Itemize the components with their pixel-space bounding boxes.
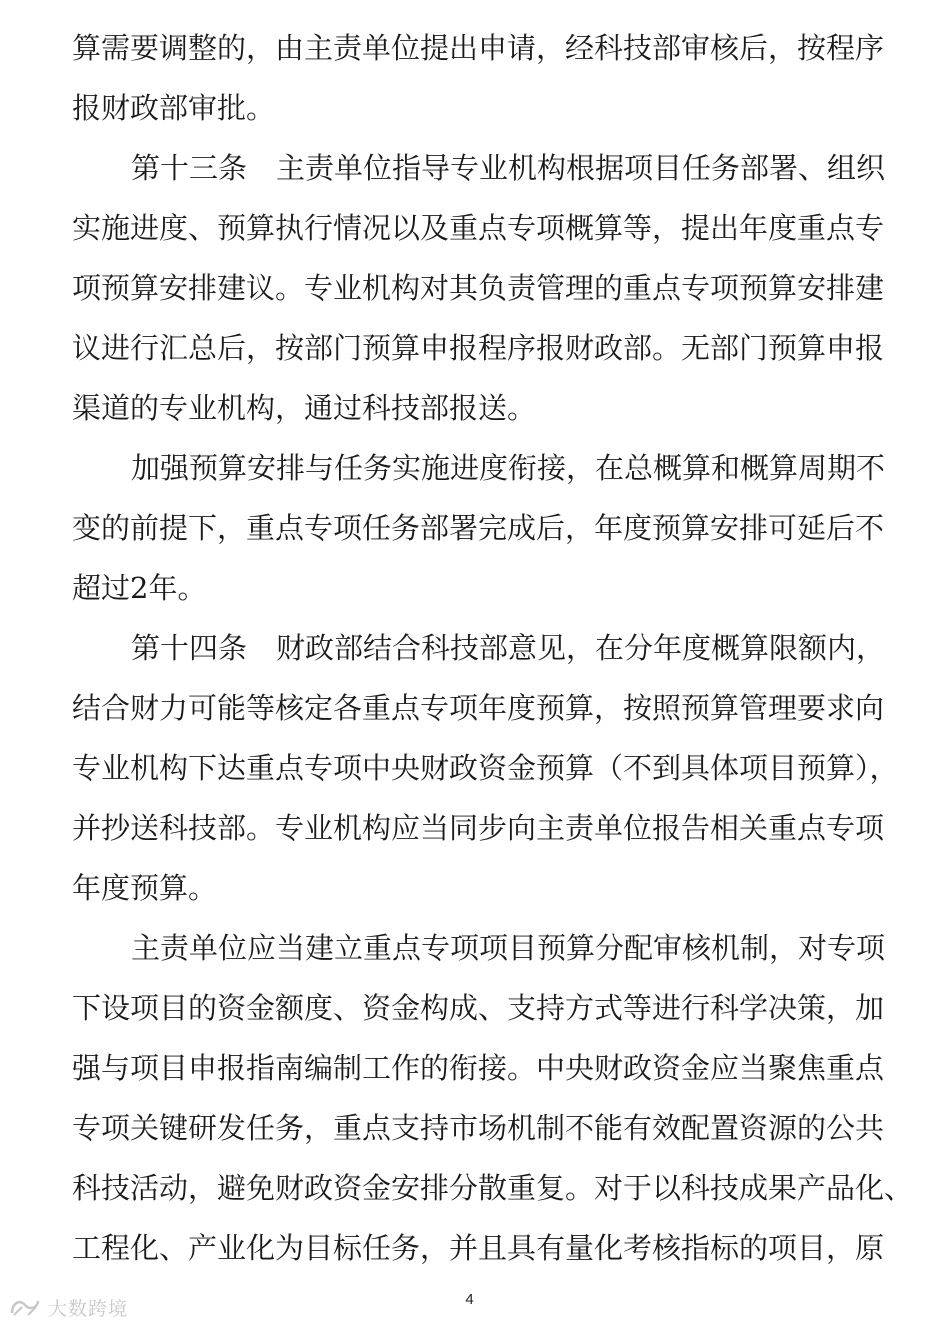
text-line: 专业机构下达重点专项中央财政资金预算（不到具体项目预算）， bbox=[72, 751, 899, 785]
text-line: 实施进度、预算执行情况以及重点专项概算等，提出年度重点专 bbox=[72, 211, 885, 245]
text-line: 报财政部审批。 bbox=[72, 91, 276, 125]
watermark-text: 大数跨境 bbox=[48, 1297, 129, 1320]
text-line: 下设项目的资金额度、资金构成、支持方式等进行科学决策，加 bbox=[72, 991, 885, 1025]
text-line: 结合财力可能等核定各重点专项年度预算，按照预算管理要求向 bbox=[72, 691, 885, 725]
text-line: 超过2年。 bbox=[72, 571, 207, 605]
text-line: 并抄送科技部。专业机构应当同步向主责单位报告相关重点专项 bbox=[72, 811, 885, 845]
text-line: 科技活动，避免财政资金安排分散重复。对于以科技成果产品化、 bbox=[72, 1171, 914, 1205]
watermark-logo-icon bbox=[8, 1295, 42, 1319]
text-line: 议进行汇总后，按部门预算申报程序报财政部。无部门预算申报 bbox=[72, 331, 885, 365]
text-line: 年度预算。 bbox=[72, 871, 218, 905]
text-line: 主责单位应当建立重点专项项目预算分配审核机制，对专项 bbox=[131, 931, 886, 965]
article-14-heading-line: 第十四条 财政部结合科技部意见，在分年度概算限额内， bbox=[131, 631, 886, 665]
text-line: 项预算安排建议。专业机构对其负责管理的重点专项预算安排建 bbox=[72, 271, 885, 305]
text-line: 强与项目申报指南编制工作的衔接。中央财政资金应当聚焦重点 bbox=[72, 1051, 885, 1085]
article-13-heading-line: 第十三条 主责单位指导专业机构根据项目任务部署、组织 bbox=[131, 151, 886, 185]
text-line: 专项关键研发任务，重点支持市场机制不能有效配置资源的公共 bbox=[72, 1111, 885, 1145]
text-line: 加强预算安排与任务实施进度衔接，在总概算和概算周期不 bbox=[131, 451, 886, 485]
text-line: 渠道的专业机构，通过科技部报送。 bbox=[72, 391, 537, 425]
text-line: 工程化、产业化为目标任务，并且具有量化考核指标的项目，原 bbox=[72, 1231, 885, 1265]
page-number: 4 bbox=[465, 1291, 474, 1308]
watermark bbox=[8, 1294, 128, 1320]
text-line: 变的前提下，重点专项任务部署完成后，年度预算安排可延后不 bbox=[72, 511, 885, 545]
text-line: 算需要调整的，由主责单位提出申请，经科技部审核后，按程序 bbox=[72, 31, 885, 65]
